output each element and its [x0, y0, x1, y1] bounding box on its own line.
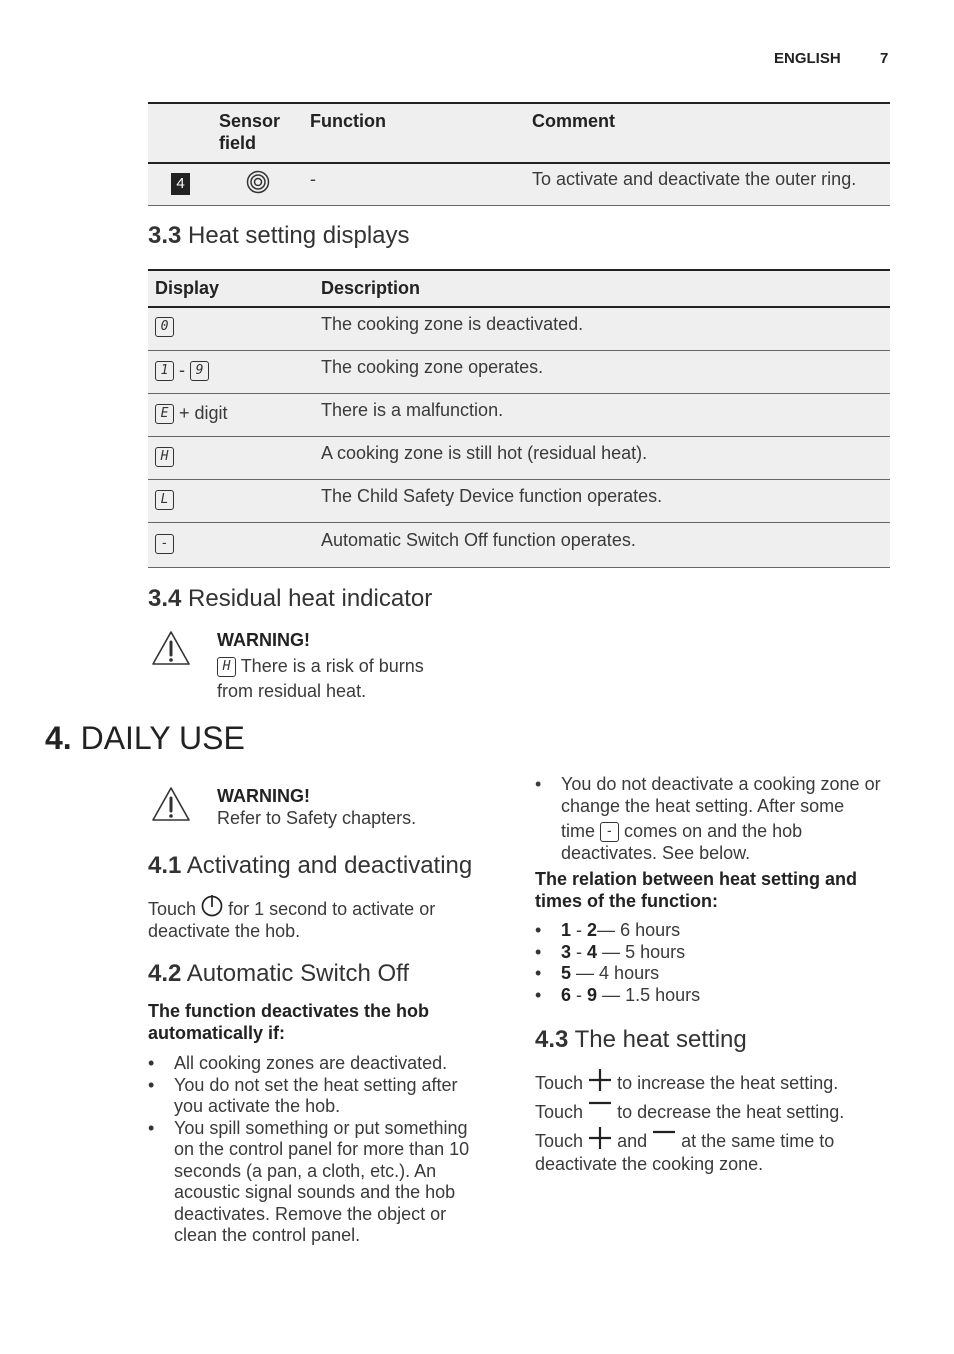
- display-description: The Child Safety Device function operates.: [321, 486, 663, 506]
- col-header-display: Display: [155, 278, 220, 298]
- time-text: time: [561, 821, 596, 841]
- display-description: The cooking zone is deactivated.: [321, 314, 584, 334]
- sensor-function-cell: -: [310, 169, 316, 189]
- warning-text: There is a risk of burns: [240, 656, 424, 676]
- warning-label: WARNING!: [217, 630, 310, 650]
- warning-text-cont: from residual heat.: [217, 681, 367, 701]
- chapter-warning-text: Refer to Safety chapters.: [217, 808, 417, 828]
- list-item: • 5 — 4 hours: [535, 963, 875, 985]
- chapter-warning-label: WARNING!: [217, 786, 310, 806]
- auto-off-bullet-text: You do not deactivate a cooking zone or change the heat setting. After some: [561, 774, 881, 816]
- display-glyph: L: [155, 490, 174, 510]
- increase-line: Touch to increase the heat setting.: [535, 1068, 838, 1094]
- list-item: • You do not set the heat setting after you activate the hob.: [148, 1075, 488, 1118]
- display-description: A cooking zone is still hot (residual heat).: [321, 443, 648, 463]
- minus-icon: [652, 1126, 676, 1150]
- section-heading-4-3: 4.3 The heat setting: [535, 1026, 747, 1053]
- display-range-separator: -: [179, 360, 186, 380]
- display-glyph: E: [155, 404, 174, 424]
- section-heading-4-1: 4.1 Activating and deactivating: [148, 852, 473, 879]
- minus-icon: [588, 1097, 612, 1121]
- both-line: Touch and at the same time to: [535, 1126, 895, 1152]
- plus-icon: [588, 1068, 612, 1092]
- page-number: 7: [880, 50, 889, 67]
- display-suffix: + digit: [179, 403, 228, 423]
- display-glyph: 1: [155, 361, 174, 381]
- touch-text: Touch: [148, 899, 197, 919]
- warning-icon: [151, 786, 191, 822]
- activate-text-cont: deactivate the hob.: [148, 921, 301, 941]
- auto-off-bullet: • You do not deactivate a cooking zone or change the heat setting. After some time - comes on and the hob deactivates. See below.: [535, 773, 895, 864]
- display-glyph: 0: [155, 317, 174, 337]
- display-table: [148, 269, 890, 569]
- col-header-sensor: Sensor field: [219, 111, 281, 153]
- section-heading-3-4: 3.4 Residual heat indicator: [148, 585, 433, 612]
- list-item: • All cooking zones are deactivated.: [148, 1053, 488, 1075]
- times-list: [535, 920, 875, 1006]
- col-header-description: Description: [321, 278, 421, 298]
- list-item: • 3 - 4 — 5 hours: [535, 942, 875, 964]
- auto-off-list: [148, 1053, 488, 1247]
- outer-ring-icon: [246, 170, 270, 194]
- power-icon: [201, 893, 223, 917]
- sensor-comment-cell: To activate and deactivate the outer ring.: [532, 169, 857, 189]
- see-below-text: deactivates. See below.: [561, 843, 751, 864]
- sensor-table: [148, 102, 890, 206]
- section-heading-3-3: 3.3 Heat setting displays: [148, 222, 410, 249]
- list-item: • 1 - 2— 6 hours: [535, 920, 875, 942]
- list-item: • 6 - 9 — 1.5 hours: [535, 985, 875, 1007]
- decrease-line: Touch to decrease the heat setting.: [535, 1097, 844, 1123]
- both-line-cont: deactivate the cooking zone.: [535, 1154, 764, 1174]
- activate-text: for 1 second to activate or: [228, 899, 436, 919]
- relation-lead: The relation between heat setting and times of the function:: [535, 869, 858, 911]
- display-description: Automatic Switch Off function operates.: [321, 530, 636, 550]
- col-header-comment: Comment: [532, 111, 616, 131]
- display-description: The cooking zone operates.: [321, 357, 544, 377]
- chapter-title: 4. DAILY USE: [45, 720, 245, 756]
- col-header-function: Function: [310, 111, 386, 131]
- display-glyph: H: [155, 447, 174, 467]
- section-heading-4-2: 4.2 Automatic Switch Off: [148, 960, 410, 987]
- auto-off-glyph: -: [600, 822, 619, 842]
- display-glyph: -: [155, 534, 174, 554]
- display-description: There is a malfunction.: [321, 400, 504, 420]
- sensor-number-badge: 4: [171, 173, 190, 195]
- residual-heat-glyph: H: [217, 657, 236, 677]
- plus-icon: [588, 1126, 612, 1150]
- warning-icon: [151, 630, 191, 666]
- list-item: • You spill something or put something on the control panel for more than 10 seconds (a pan, a cloth, etc.). An acoustic signal sounds and the hob deactivates. Remove the object or clean the control panel.: [148, 1118, 488, 1247]
- display-glyph: 9: [190, 361, 209, 381]
- comes-on-text: comes on and the hob: [624, 821, 803, 841]
- auto-off-lead: The function deactivates the hob automatically if:: [148, 1001, 430, 1043]
- header-language: ENGLISH: [774, 50, 841, 67]
